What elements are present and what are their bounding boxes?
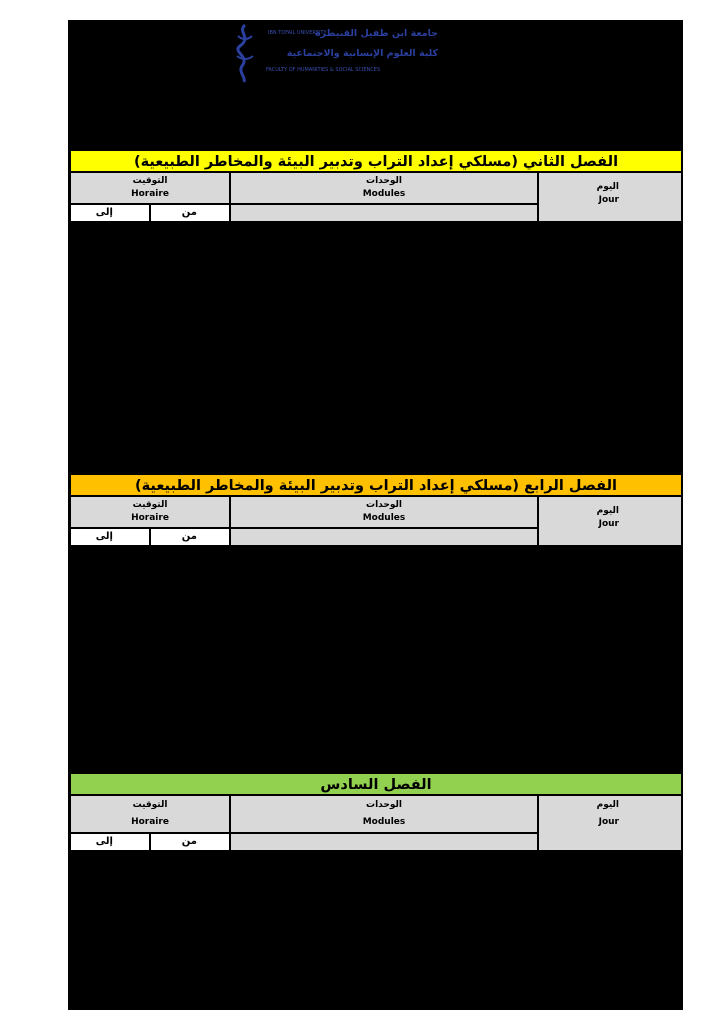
modules-subheader	[230, 204, 538, 222]
from-column-header: من	[150, 204, 230, 222]
schedule-table-header	[70, 795, 682, 853]
day-header: اليوم Jour	[538, 172, 682, 222]
from-column-header: من	[150, 528, 230, 546]
semester-title: الفصل الرابع (مسلكي إعداد التراب وتدبير البيئة والمخاطر الطبيعية)	[70, 474, 682, 496]
semester-block	[70, 773, 682, 853]
university-emblem-icon	[228, 22, 262, 84]
semester-title: الفصل السادس	[70, 773, 682, 795]
time-header: التوقيت Horaire	[70, 172, 230, 204]
to-column-header: إلى	[70, 833, 150, 851]
modules-header: الوحدات Modules	[230, 496, 538, 528]
day-header: اليوم Jour	[538, 795, 682, 851]
to-column-header: إلى	[70, 204, 150, 222]
schedule-table-header	[70, 496, 682, 546]
modules-subheader	[230, 528, 538, 546]
logo-english-faculty: FACULTY OF HUMANITIES & SOCIAL SCIENCES	[266, 67, 381, 73]
logo-arabic-faculty: كلية العلوم الإنسانية والاجتماعية	[286, 48, 438, 59]
from-column-header: من	[150, 833, 230, 851]
semester-title: الفصل الثاني (مسلكي إعداد التراب وتدبير البيئة والمخاطر الطبيعية)	[70, 150, 682, 172]
modules-header: الوحدات Modules	[230, 172, 538, 204]
time-header: التوقيت Horaire	[70, 795, 230, 833]
modules-subheader	[230, 833, 538, 851]
faculty-logo	[228, 22, 438, 84]
schedule-table-header	[70, 172, 682, 222]
day-header: اليوم Jour	[538, 496, 682, 546]
time-header: التوقيت Horaire	[70, 496, 230, 528]
semester-block	[70, 150, 682, 222]
logo-english-university: IBN TOFAIL UNIVERSITY	[268, 30, 327, 36]
modules-header: الوحدات Modules	[230, 795, 538, 833]
semester-block	[70, 474, 682, 546]
logo-arabic-university: جامعة ابن طفيل القنيطرة	[314, 28, 438, 39]
to-column-header: إلى	[70, 528, 150, 546]
